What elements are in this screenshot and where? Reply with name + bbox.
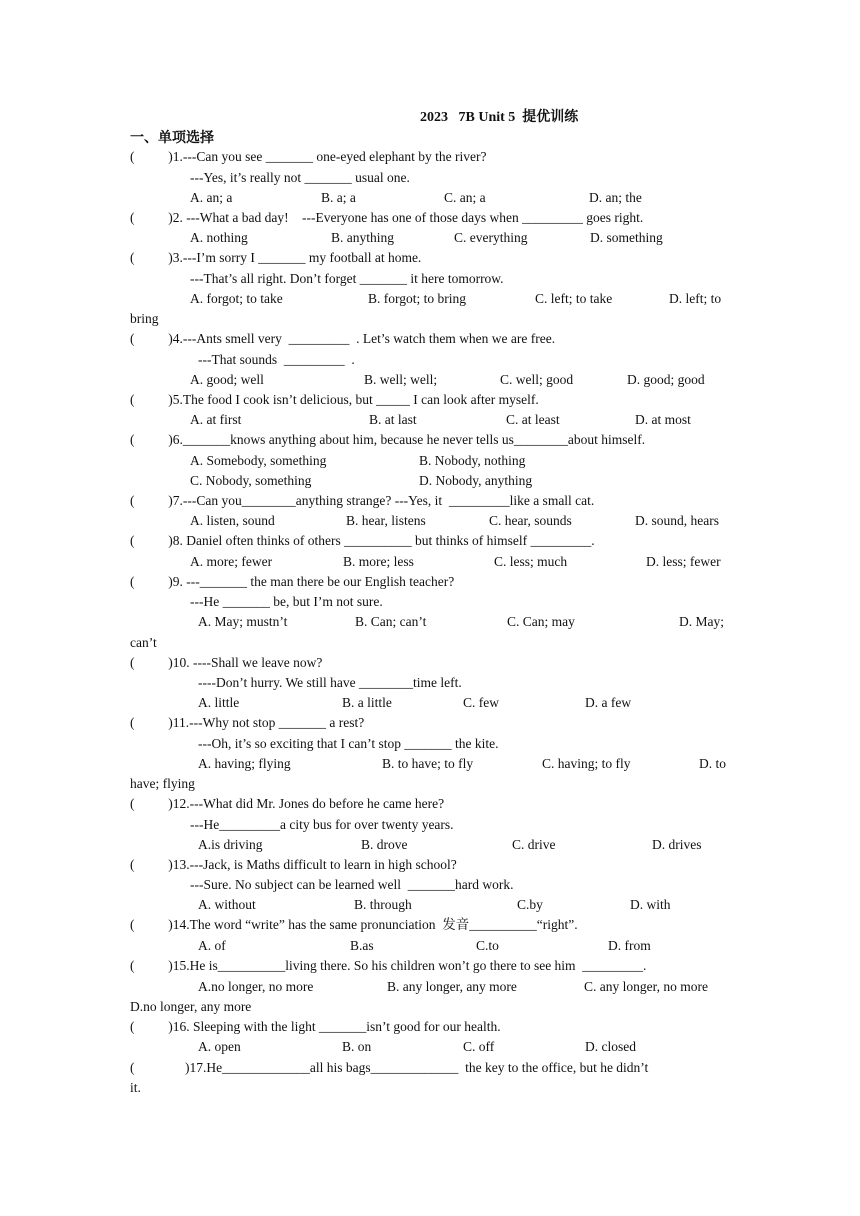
q11-option-d: D. to — [699, 756, 726, 771]
q6-option-c: C. Nobody, something — [190, 473, 312, 488]
question-16: ( )16. Sleeping with the light _______isn’t good for our health. — [130, 1019, 501, 1034]
q11-option-c: C. having; to fly — [542, 756, 631, 771]
question-8: ( )8. Daniel often thinks of others __________ but thinks of himself _________. — [130, 533, 595, 548]
q2-option-d: D. something — [590, 230, 663, 245]
q12-option-b: B. drove — [361, 837, 408, 852]
question-13-response: ---Sure. No subject can be learned well _______hard work. — [190, 877, 514, 892]
question-14: ( )14.The word “write” has the same pronunciation 发音__________“right”. — [130, 917, 578, 932]
question-17-wrap: it. — [130, 1080, 141, 1095]
q1-option-a: A. an; a — [190, 190, 233, 205]
q10-option-c: C. few — [463, 695, 499, 710]
q5-option-c: C. at least — [506, 412, 560, 427]
section-heading: 一、单项选择 — [130, 131, 214, 146]
question-9-response: ---He _______ be, but I’m not sure. — [190, 594, 383, 609]
q3-option-d: D. left; to — [669, 291, 722, 306]
q10-option-a: A. little — [198, 695, 240, 710]
q8-option-a: A. more; fewer — [190, 554, 273, 569]
question-11-response: ---Oh, it’s so exciting that I can’t stop _______ the kite. — [198, 736, 499, 751]
question-4: ( )4.---Ants smell very _________ . Let’s watch them when we are free. — [130, 331, 556, 346]
q9-option-b: B. Can; can’t — [355, 614, 427, 629]
question-17: )17.He_____________all his bags_____________ the key to the office, but he didn’t — [185, 1060, 649, 1075]
q5-option-b: B. at last — [369, 412, 417, 427]
question-10: ( )10. ----Shall we leave now? — [130, 655, 323, 670]
q9-option-a: A. May; mustn’t — [198, 614, 288, 629]
q12-option-a: A.is driving — [198, 837, 263, 852]
question-15: ( )15.He is__________living there. So his children won’t go there to see him _________. — [130, 958, 647, 973]
q11-option-a: A. having; flying — [198, 756, 291, 771]
q3-option-c: C. left; to take — [535, 291, 613, 306]
q12-option-d: D. drives — [652, 837, 702, 852]
q2-option-c: C. everything — [454, 230, 528, 245]
question-13: ( )13.---Jack, is Maths difficult to learn in high school? — [130, 857, 457, 872]
question-12: ( )12.---What did Mr. Jones do before he came here? — [130, 796, 445, 811]
q14-option-c: C.to — [476, 938, 499, 953]
q4-option-b: B. well; well; — [364, 372, 438, 387]
q11-option-b: B. to have; to fly — [382, 756, 474, 771]
question-6: ( )6._______knows anything about him, because he never tells us________about himself. — [130, 432, 646, 447]
q8-option-b: B. more; less — [343, 554, 414, 569]
question-9: ( )9. ---_______ the man there be our English teacher? — [130, 574, 455, 589]
q3-option-b: B. forgot; to bring — [368, 291, 467, 306]
q15-option-b: B. any longer, any more — [387, 979, 517, 994]
q15-option-a: A.no longer, no more — [198, 979, 314, 994]
q6-option-a: A. Somebody, something — [190, 453, 327, 468]
q14-option-b: B.as — [350, 938, 374, 953]
q6-option-d: D. Nobody, anything — [419, 473, 533, 488]
question-17-bracket: ( — [130, 1060, 135, 1075]
q14-option-a: A. of — [198, 938, 226, 953]
q3-option-a: A. forgot; to take — [190, 291, 283, 306]
q7-option-d: D. sound, hears — [635, 513, 719, 528]
question-7: ( )7.---Can you________anything strange? ---Yes, it _________like a small cat. — [130, 493, 595, 508]
question-11: ( )11.---Why not stop _______ a rest? — [130, 715, 365, 730]
q10-option-b: B. a little — [342, 695, 392, 710]
question-2: ( )2. ---What a bad day! ---Everyone has one of those days when _________ goes right. — [130, 210, 644, 225]
q7-option-a: A. listen, sound — [190, 513, 275, 528]
q15-option-c: C. any longer, no more — [584, 979, 708, 994]
q4-option-c: C. well; good — [500, 372, 574, 387]
q8-option-d: D. less; fewer — [646, 554, 721, 569]
q12-option-c: C. drive — [512, 837, 556, 852]
q9-option-c: C. Can; may — [507, 614, 575, 629]
question-4-response: ---That sounds _________ . — [198, 352, 355, 367]
q8-option-c: C. less; much — [494, 554, 568, 569]
question-3: ( )3.---I’m sorry I _______ my football at home. — [130, 250, 422, 265]
q2-option-b: B. anything — [331, 230, 394, 245]
q16-option-d: D. closed — [585, 1039, 636, 1054]
q16-option-c: C. off — [463, 1039, 495, 1054]
question-3-response: ---That’s all right. Don’t forget _______ it here tomorrow. — [190, 271, 504, 286]
question-10-response: ----Don’t hurry. We still have ________time left. — [198, 675, 462, 690]
q13-option-a: A. without — [198, 897, 256, 912]
q7-option-b: B. hear, listens — [346, 513, 426, 528]
q5-option-d: D. at most — [635, 412, 691, 427]
q9-option-d-wrap: can’t — [130, 635, 157, 650]
question-5: ( )5.The food I cook isn’t delicious, but _____ I can look after myself. — [130, 392, 539, 407]
q3-option-d-wrap: bring — [130, 311, 159, 326]
q6-option-b: B. Nobody, nothing — [419, 453, 526, 468]
q1-option-c: C. an; a — [444, 190, 486, 205]
q15-option-d: D.no longer, any more — [130, 999, 252, 1014]
q13-option-b: B. through — [354, 897, 412, 912]
q4-option-d: D. good; good — [627, 372, 705, 387]
q16-option-b: B. on — [342, 1039, 372, 1054]
question-1-response: ---Yes, it’s really not _______ usual one. — [190, 170, 410, 185]
q7-option-c: C. hear, sounds — [489, 513, 572, 528]
q9-option-d: D. May; — [679, 614, 724, 629]
question-12-response: ---He_________a city bus for over twenty years. — [190, 817, 454, 832]
q11-option-d-wrap: have; flying — [130, 776, 195, 791]
q13-option-d: D. with — [630, 897, 671, 912]
q16-option-a: A. open — [198, 1039, 241, 1054]
q4-option-a: A. good; well — [190, 372, 264, 387]
q1-option-b: B. a; a — [321, 190, 356, 205]
question-1: ( )1.---Can you see _______ one-eyed elephant by the river? — [130, 149, 487, 164]
page-title: 2023 7B Unit 5 提优训练 — [420, 110, 579, 125]
q10-option-d: D. a few — [585, 695, 632, 710]
q5-option-a: A. at first — [190, 412, 242, 427]
q2-option-a: A. nothing — [190, 230, 248, 245]
q14-option-d: D. from — [608, 938, 651, 953]
q1-option-d: D. an; the — [589, 190, 642, 205]
q13-option-c: C.by — [517, 897, 543, 912]
